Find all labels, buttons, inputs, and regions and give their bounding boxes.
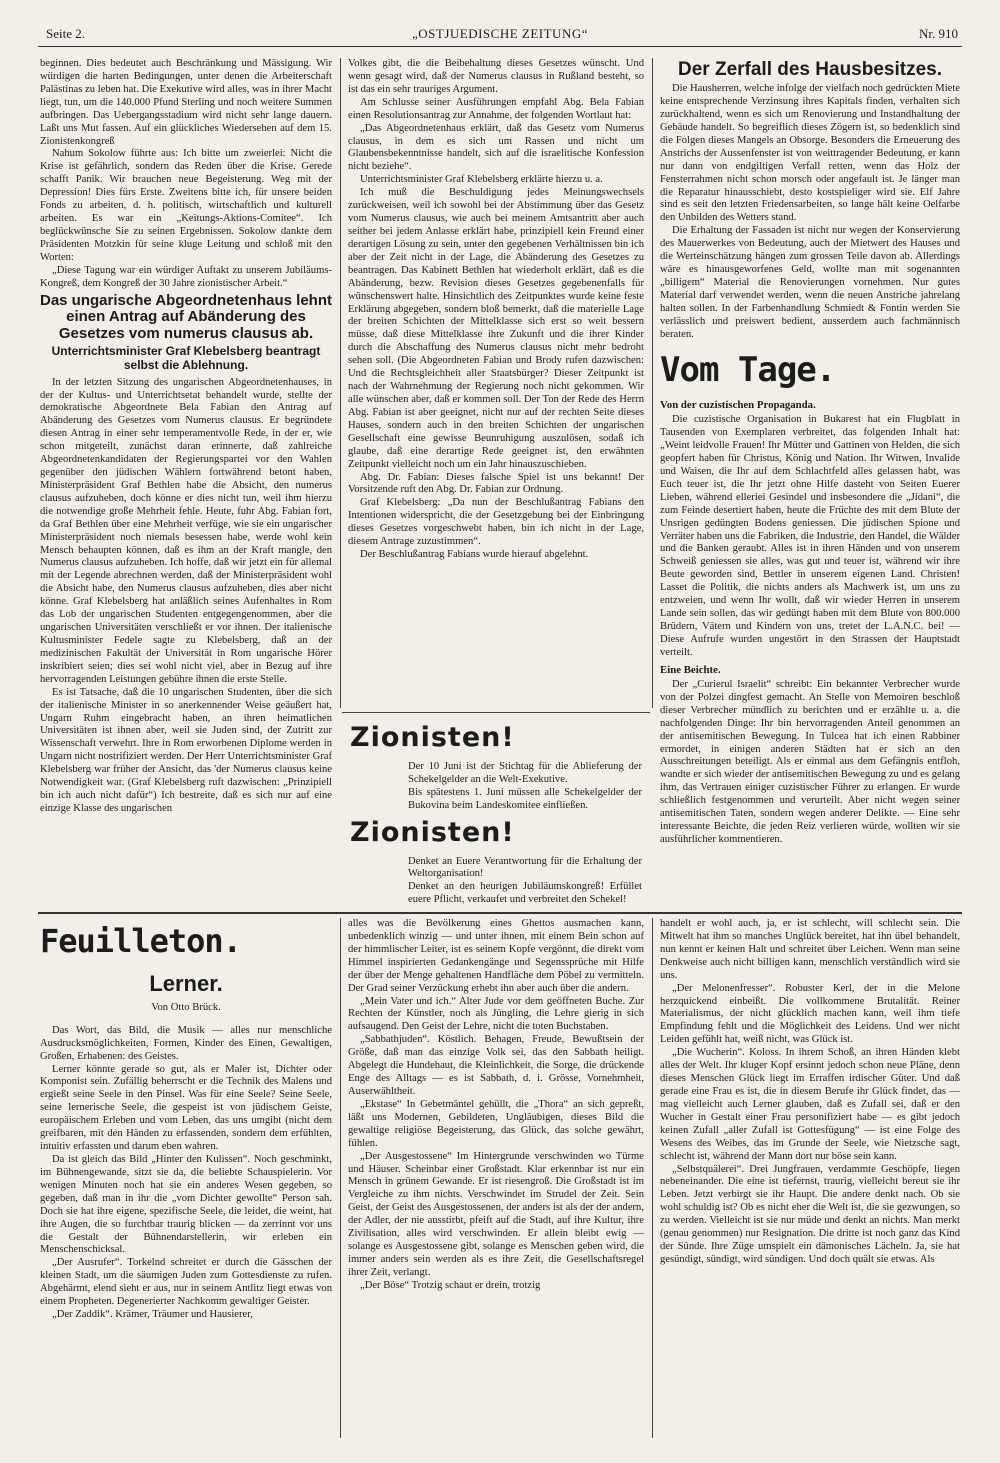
article-paragraph: alles was die Bevölkerung eines Ghettos ausmachen kann, unbedenklich winzig — und unter ihnen, mit einem Bein schon auf der himmlischer Leiter, ist es seinem Kopfe vergönnt, die direkt vom Himmel inspirierten Gedankengänge und Segenssprüche mit Hilfe der über der Menge gehaltenen Handfläche dem Pöbel zu vermitteln. Der Grad seiner Verzückung erhebt ihn aber auch über die andern.	[348, 918, 644, 994]
zionisten-notice	[350, 718, 642, 906]
article-paragraph: Das Wort, das Bild, die Musik — alles nur menschliche Ausdrucksmöglichkeiten, Formen, Kinder des Einen, Gewaltigen, Großen, Erhabenen: des Geistes.	[40, 1024, 332, 1062]
article-paragraph: In der letzten Sitzung des ungarischen Abgeordnetenhauses, in der der Kultus- und Unterrichtsetat behandelt wurde, stellte der demokratische Abgeordnete Bela Fabian den Antrag auf Abänderung des Gesetzes vom Numerus clausus. Er begründete diesen Antrag in einer sehr temperamentvolle Rede, in der er, wie schon mitgeteilt, zunächst daran erinnerte, daß zahlreiche Abgeordnetenkandidaten der Regierungspartei vor den Wahlen gegenüber den jüdischen Wählern fortwährend betont haben, Ministerpräsident Graf Bethlen habe die Absicht, den numerus clausus aufzuheben, doch könne er dies nicht tun, weil ihm hierzu die notwendige große Mehrheit fehle. Heute, fuhr Abg. Fabian fort, da Graf Bethlen über eine Mehrheit verfüge, wie sie ein ungarischer Ministerpräsident noch niemals besessen habe, werde wohl kein Mensch behaupten können, daß es ihm an der Kraft mangle, den Numerus clausus aufzuheben. Ich hoffe, daß wir jetzt ein für allemal mit der Legende abrechnen werden, daß der Ministerpräsident wohl die Absicht habe, den Numerus clausus aufzuheben, dies aber nicht könne. Graf Klebelsberg hat anläßlich seines Aufenhaltes in Rom das Lob der ungarischen Studenten entgegengenommen, aber die ungarischen Universitäten verschließt er vor ihnen. Der italienische Kultusminister Fedele sagte zu Klebelsberg, daß an der medizinischen Fakultät der Universität in Rom ungarische Hörer inskribiert seien; dies sei wohl nicht viel, aber in Bezug auf ihre hervorragenden Leistungen gebühre ihnen die erste Stelle.	[40, 376, 332, 685]
article-paragraph: Die Hausherren, welche infolge der vielfach noch gedrückten Miete keine entsprechende Verzinsung ihres Kapitals finden, verhalten sich zurückhaltend, wenn es sich um Renovierung und Instandhaltung der Gebäude handelt. So begreiflich dieses Zögern ist, so bedenklich sind die Folgen dieses Mangels an Obsorge. Besonders die Erneuerung des Anstrichs der Aussenfenster ist von weittragender Bedeutung, er kann nur dann von endgiltigen Verfall retten, wenn das Holz der Fensterrahmen nicht schon morsch oder angefault ist. Je länger man die Reparatur hinausschiebt, desto kostspieliger wird sie. Elf Jahre sind es seit den letzten Friedensarbeiten, so lange hält keine Oelfarbe den Unbilden des Wetters stand.	[660, 83, 960, 224]
feuilleton-title: Lerner.	[149, 971, 223, 997]
article-paragraph: „Der Ausrufer“. Torkelnd schreitet er durch die Gässchen der kleinen Stadt, um die säumigen Juden zum Gottesdienste zu rufen. Abgehärmt, elend sieht er aus, nur in seinem Antlitz liegt etwas von einem Propheten. Degenerierter Nachkomm gewaltiger Geister.	[40, 1257, 332, 1308]
page-header	[38, 24, 962, 47]
subheading: Von der cuzistischen Propaganda.	[660, 399, 816, 412]
article-paragraph: „Ekstase“ In Gebetmäntel gehüllt, die „Thora“ an sich gepreßt, läßt uns Modernen, Gebildeten, Ungläubigen, dieses Bild die gewaltige religiöse Begeisterung, das Glück, das solche gewährt, fühlen.	[348, 1098, 644, 1149]
article-paragraph: Nahum Sokolow führte aus: Ich bitte um zweierlei: Nicht die Krise ist gefährlich, sondern das Reden über die Krise. Gerede schafft Panik. Wir brauchen neue Begeisterung. Weg mit der Depression! Dies fürs Erste. Zweitens bitte ich, für unsere beiden Fonds zu arbeiten, d. h. politisch, wirtschaftlich und kulturell arbeiten. Es war ein „Keitungs-Aktions-Comitee“. Ich beglückwünsche Sie zu seinen Ergebnissen. Sokolow dankte dem Präsidenten Motzkin für seine kluge Leitung und schloß mit den Worten:	[40, 148, 332, 263]
article-paragraph: Volkes gibt, die die Beibehaltung dieses Gesetzes wünscht. Und wenn gesagt wird, daß der Numerus clausus in Rußland besteht, so ist das ein sehr trauriges Argument.	[348, 58, 644, 95]
feuilleton-column-3	[660, 918, 960, 1438]
article-paragraph: Lerner könnte gerade so gut, als er Maler ist, Dichter oder Komponist sein. Zufällig beherrscht er die Technik des Malens und ergießt seine Seele in den Pinsel. Was für eine Seele? Seine Seele, seine lernerische Seele, die gespeist ist von jüdischem Geiste, europäischem Erleben und vom Leben, das uns umgibt (nicht dem greifbaren, mit den Händen zu erfassenden, sondern dem erfühlten, intuitiv erfassten und darum eben wahren.	[40, 1063, 332, 1153]
feuilleton-column-1	[40, 918, 332, 1438]
feuilleton-rule	[38, 912, 962, 914]
subheadline: Unterrichtsminister Graf Klebelsberg beantragt selbst die Ablehnung.	[51, 343, 321, 372]
article-paragraph: Graf Klebelsberg: „Da nun der Beschlußantrag Fabians den Intentionen widerspricht, die der Gesetzgebung bei der Einbringung dieses Gesetzes vorgeschwebt haben, bin ich nicht in der Lage, diesem Antrage zuzustimmen“.	[348, 497, 644, 548]
article-paragraph: Es ist Tatsache, daß die 10 ungarischen Studenten, über die sich der italienische Minister in so anerkennender Weise geäußert hat, Ungarn Ruhm eingebracht haben, an ihren heimatlichen Universitäten ist ihnen aber, weil sie Juden sind, der Zutritt zur Wissenschaft verwehrt. Ihre in Rom erworbenen Diplome werden in Ungarn nicht nostrifiziert werden. Der Herr Unterrichtsminister Graf Klebelsberg war früher der Ansicht, das 'der Numerus clausus keine Notwendigkeit war. (Graf Klebelsberg ruft dazwischen: „Prinzipiell bin ich auch nicht dafür“) Ich bestreite, daß es sich nur auf eine einzige Klasse des ungarischen	[40, 686, 332, 814]
article-paragraph: „Der Zaddik“. Krämer, Träumer und Hausierer,	[52, 1309, 253, 1321]
section-title-vom-tage: Vom Tage.	[660, 349, 836, 390]
article-paragraph: Ich muß die Beschuldigung jedes Meinungswechsels zurückweisen, weil ich sowohl bei der Abstimmung über das Gesetz vom Numerus clausus, wie auch bei meinem Amtsantritt aber auch seither bei jedem Anlasse erklärt habe, prinzipiell kein Freund einer derartigen Lösung zu sein, unter den gegebenen Verhältnissen bin ich aber der Zeit nicht in der Lage, die Abänderung des Gesetzes zu beantragen. Das Kabinett Bethlen hat wiederholt erklärt, daß es die Abänderung, bezw. Revision dieses Gesetzes gegebenenfalls für wünschenswert halte. Hinsichtlich des Zeitpunktes wurde keine feste Erklärung abgegeben, sondern bloß bemerkt, daß die materielle Lage der breiten Schichten der Mittelklasse sich erst so weit bessern müsse, daß diese Mittelklasse ihre Zukunft und die ihrer Kinder durch die Abschaffung des Numerus clausus nicht mehr bedroht sehen soll. (Die Abgeordneten Fabian und Brody rufen dazwischen: Und die Rechtsgleichheit aller Staatsbürger? Dieser Zeitpunkt ist nach der Wahrnehmung der Regierung noch nicht gekommen. Wir alle wünschen aber, daß er kommen soll. Der Ton der Rede des Herrn Abg. Fabian ist aber geeignet, nicht nur auf der rechten Seite dieses Hauses, sondern auch in den breiten Schichten der ungarischen Gesellschaft eine gewisse Beunruhigung auszulösen, sodaß ich glaube, daß eine derartige Rede geeignet ist, den erwähnten Zeitpunkt vielleicht noch um ein Jahr hinauszuschieben.	[348, 187, 644, 470]
article-paragraph: „Das Abgeordnetenhaus erklärt, daß das Gesetz vom Numerus clausus, in dem es sich um Rassen und nicht um Glaubensbekenntnisse handelt, sich auf die israelitische Konfession nicht beziehe“.	[348, 122, 644, 173]
article-paragraph: „Selbstquälerei“. Drei Jungfrauen, verdammte Geschöpfe, liegen nebeneinander. Die eine ist tiefernst, traurig, vielleicht bereut sie ihr Leben. Jetzt verbirgt sie ihr Haupt. Die andere denkt nach. Ob sie wohl schuldig ist? Ob es nicht eher die Welt ist, die sie gezwungen, so zu werden. Vielleicht ist sie nur müde und denkt an nichts. Man merkt (genau genommen) nur Resignation. Die dritte ist noch ganz das Kind der Sünde. Ihre Züge umspielt ein dämonisches Lächeln. Ja, sie hat gesündigt, sündigt, wird sündigen. Und doch quält sie etwas. Als	[660, 1163, 960, 1265]
article-paragraph: „Der Ausgestossene“ Im Hintergrunde verschwinden wo Türme und Häuser. Scheinbar einer Großstadt. Klar erkennbar ist nur ein Mensch in grünem Gewande. Er ist riesengroß. Die Großstadt ist im Vergleiche zu ihm nichts. Verschwindet im Strudel der Zeit. Sein Geist, der Geist des Ausgestossenen, der anders ist als der der andern, der Adler, der nie ausstirbt, pfeift auf die Stadt, auf ihre Kultur, ihre Zivilisation, alles wird verschwinden. Er allein bleibt ewig — solange es Ausgestossene gibt, solange es Menschen geben wird, die immer anders sein werden als es ihre Zeit, die Gesellschaftsregel ihrer Zeit, verlangt.	[348, 1150, 644, 1278]
column-rule	[340, 918, 341, 1438]
article-paragraph: beginnen. Dies bedeutet auch Beschränkung und Mässigung. Wir würdigen die harten Bedingungen, unter denen die Arbeiterschaft Palästinas zu leben hat. Die Exekutive wird alles, was in ihrer Macht liegt, tun, um die 140.000 Pfund Sterling und noch weitere Summen aufbringen. Das Uebergangsstadium wird nicht sehr lange dauern. Laßt uns Mut fassen. Auf ein glückliches Wiedersehen auf dem 15. Zionistenkongreß	[40, 58, 332, 147]
article-paragraph: Da ist gleich das Bild „Hinter den Kulissen“. Noch geschminkt, im Bühnengewande, sitzt sie da, die beliebte Schauspielerin. Vor wenigen Minuten noch hat sie ein anderes Wesen gegeben, so gegeben, daß man in ihr die „vom Dichter gewollte“ Person sah. Doch sie hat ihre eigene, spezifische Seele, die leidet, die weint, hat ihre Augen, die so furchtbar traurig blicken — da zerrinnt vor uns die Gestalt der Bühnendarstellerin, wir erleben ein Menschenschicksal.	[40, 1154, 332, 1256]
headline-hausbesitz: Der Zerfall des Hausbesitzes.	[678, 59, 942, 80]
article-paragraph: „Der Melonenfresser“. Robuster Kerl, der in die Melone herzquickend einbeißt. Die vollkommene Brutalität. Reiner Materialismus, der nicht glücklich machen kann, weil ihm tiefe Empfindung fehlt und die Möglichkeit des Leidens. Und wer nicht Leiden gefühlt hat, weiß nicht, was Glück ist.	[660, 982, 960, 1046]
column-3	[660, 58, 960, 845]
issue-number: Nr. 910	[919, 26, 958, 41]
notice-paragraph: Der 10 Juni ist der Stichtag für die Ablieferung der Schekelgelder an die Welt-Exekutive.	[408, 760, 642, 785]
article-paragraph: Der Beschlußantrag Fabians wurde hierauf abgelehnt.	[360, 549, 589, 561]
article-paragraph: Abg. Dr. Fabian: Dieses falsche Spiel ist uns bekannt! Der Vorsitzende ruft den Abg. Dr. Fabian zur Ordnung.	[348, 471, 644, 496]
zionisten-heading: Zionisten!	[350, 816, 515, 848]
column-rule	[340, 58, 341, 708]
notice-paragraph: Bis spätestens 1. Juni müssen alle Schekelgelder der Bukovina beim Landeskomitee einfließen.	[408, 786, 642, 811]
column-2	[348, 58, 644, 708]
notice-paragraph: Denket an Euere Verantwortung für die Erhaltung der Weltorganisation!	[408, 855, 642, 880]
page-number: Seite 2.	[46, 26, 85, 41]
byline: Von Otto Brück.	[151, 1001, 221, 1013]
feuilleton-column-2	[348, 918, 644, 1438]
article-paragraph: „Der Böse“ Trotzig schaut er drein, trotzig	[360, 1279, 541, 1291]
article-paragraph: Die Erhaltung der Fassaden ist nicht nur wegen der Konservierung des Mauerwerkes von Bedeutung, auch der Mietwert des Hauses und die Werteinschätzung hängen zum grossen Teile davon ab. Allerdings wäre es hinausgeworfenes Geld, wollte man mit sogenannten „billigem“ Material die Renovierungen vornehmen. Nur gutes Material darf verwendet werden, wenn die neuen Anstriche jahrelang halten sollen. In der Farbenhandlung Schmiedt & Fontin werden Sie verlässlich und preiswert bedient, ausserdem auch fachmännisch beraten.	[660, 225, 960, 340]
subheading: Eine Beichte.	[660, 663, 721, 676]
zionisten-heading: Zionisten!	[350, 722, 515, 753]
article-paragraph: „Mein Vater und ich.“ Alter Jude vor dem geöffneten Buche. Zur Rechten der Künstler, noch als Jüngling, die Lehre gierig in sich aufsaugend. Den Geist der Lehre, nicht die toten Buchstaben.	[348, 995, 644, 1033]
article-paragraph: „Sabbathjuden“. Köstlich. Behagen, Freude, Bewußtsein der Größe, daß man das einzige Volk sei, das den Sabbath heiligt. Abgelegt die Hundehaut, die Kleinlichkeit, die Sorge, die drückende Enge des Alltags — es ist Sabbath, d. i. Grösse, Vornehmheit, Auserwähltheit.	[348, 1034, 644, 1097]
notice-paragraph: Denket an den heurigen Jubiläumskongreß! Erfüllet euere Pflicht, verkaufet und verbreitet den Schekel!	[408, 881, 642, 906]
section-title-feuilleton: Feuilleton.	[40, 922, 241, 960]
article-paragraph: „Diese Tagung war ein würdiger Auftakt zu unserem Jubiläums-Kongreß, dem Kongreß der 30 Jahre zionistischer Arbeit.“	[40, 264, 332, 289]
article-paragraph: handelt er wohl auch, ja, er ist schlecht, will schlecht sein. Die Mitwelt hat ihm so manches Unglück bereitet, hat ihn übel behandelt, nun kennt er keinen Halt und schreitet über Leichen. Wenn man seine Denkweise auch nicht billigen kann, menschlich verständlich wird sie uns.	[660, 918, 960, 981]
column-rule	[652, 918, 653, 1438]
headline-hungarian-parliament: Das ungarische Abgeordnetenhaus lehnt einen Antrag auf Abänderung des Gesetzes vom numerus clausus ab.	[40, 291, 332, 343]
column-rule	[652, 58, 653, 708]
article-paragraph: „Die Wucherin“. Koloss. In ihrem Schoß, an ihren Händen klebt alles der Welt. Ihr kluger Kopf ersinnt jedoch schon neue Pläne, denn dieses Menschen Glück liegt im Erraffen irdischer Güter. Und daß gerade eine Frau es ist, die in diesem Berufe ihr Glück findet, das — mag vielleicht auch Lerner glauben, daß es Zufall sei, daß er den Wucher in Gestalt einer Frau personifiziert habe — es gibt jedoch keinen Zufall „aller Zufall ist Gottesfügung“ — ist eine Folge des Wesens des Weibes, das im Grunde der Seele, wie Nietzsche sagt, schlecht ist, während der Mann dort nur böse sein kann.	[660, 1047, 960, 1162]
article-paragraph: Am Schlusse seiner Ausführungen empfahl Abg. Bela Fabian einen Resolutionsantrag zur Annahme, der folgenden Wortlaut hat:	[348, 96, 644, 121]
article-paragraph: Die cuzistische Organisation in Bukarest hat ein Flugblatt in Tausenden von Exemplaren verbreitet, das folgenden Inhalt hat: „Weint leidvolle Frauen! Ihr Mütter und Gattinen von Helden, die sich geopfert haben für Christus, König und Nation. Ihr Witwen, Invalide und Waisen, die Ihr auf dem Schlachtfeld alles gelassen habt, was Euch teuer ist, die Ihr jetzt ohne Hilfe dasteht von Seiten Euerer Lieben, während elleriei Gesindel und insbesondere die „Jidani“, die zum Feinde desertiert haben, heute die Früchte des mit dem Blute der Unsrigen gedüngten Bodens geniessen. Die jüdischen Spione und Verräter haben uns die Fabriken, die Industrie, den Handel, die Wälder und die Banken geraubt. Alles ist in ihren Händen und von unserem Schweiß geniessen sie alles, was gut und teuer ist, während wir ihre Beute geworden sind, Bettler in unserem eigenen Land. Christen! Lasset die Politik, die nichts anders als Machwerk ist, um uns zu entzweien, und wenn Ihr wollt, daß wir wieder Herren in unserem Lande sein sollen, das wir gedüngt haben mit dem Blute von 800.000 Brüdern, Vätern und Kindern von uns, tretet der L.A.N.C. bei! — Diese Aufrufe wurden ungestört in den Strassen der Hauptstadt verteilt.	[660, 414, 960, 658]
newspaper-title: „OSTJUEDISCHE ZEITUNG“	[411, 26, 588, 41]
box-rule	[342, 712, 650, 713]
column-1	[40, 58, 332, 814]
article-paragraph: Unterrichtsminister Graf Klebelsberg erklärte hierzu u. a.	[360, 174, 603, 186]
article-paragraph: Der „Curierul Israelit“ schreibt: Ein bekannter Verbrecher wurde von der Polzei dingfest gemacht. An Stelle von Memoiren beschloß dieser Verbrecher mündlich zu berichten und er erzählte u. a. die nachfolgenden Dinge: Ihr bin hervorragenden Anteil genommen an der antisemitischen Bewegung. In Tulcea hat ich einen Rabbiner ermordet, in einigen anderen Städten hat er sich an den Ausschreitungen beteiligt. Als er einmal aus dem Gefängnis entfloh, wandte er sich wieder der antisemitischen Bewegung zu und es gelang ihm, das Vertrauen einiger cuzistischer Führer zu erlangen. Er wurde schließlich festgenommen und verurteilt. Aber nicht wegen seiner antisemitischen Taten, sondern wegen anderer Delikte. — Eine sehr interessante Beichte, die jeden Reiz verlieren würde, wollten wir sie ausführlicher kommentieren.	[660, 678, 960, 845]
